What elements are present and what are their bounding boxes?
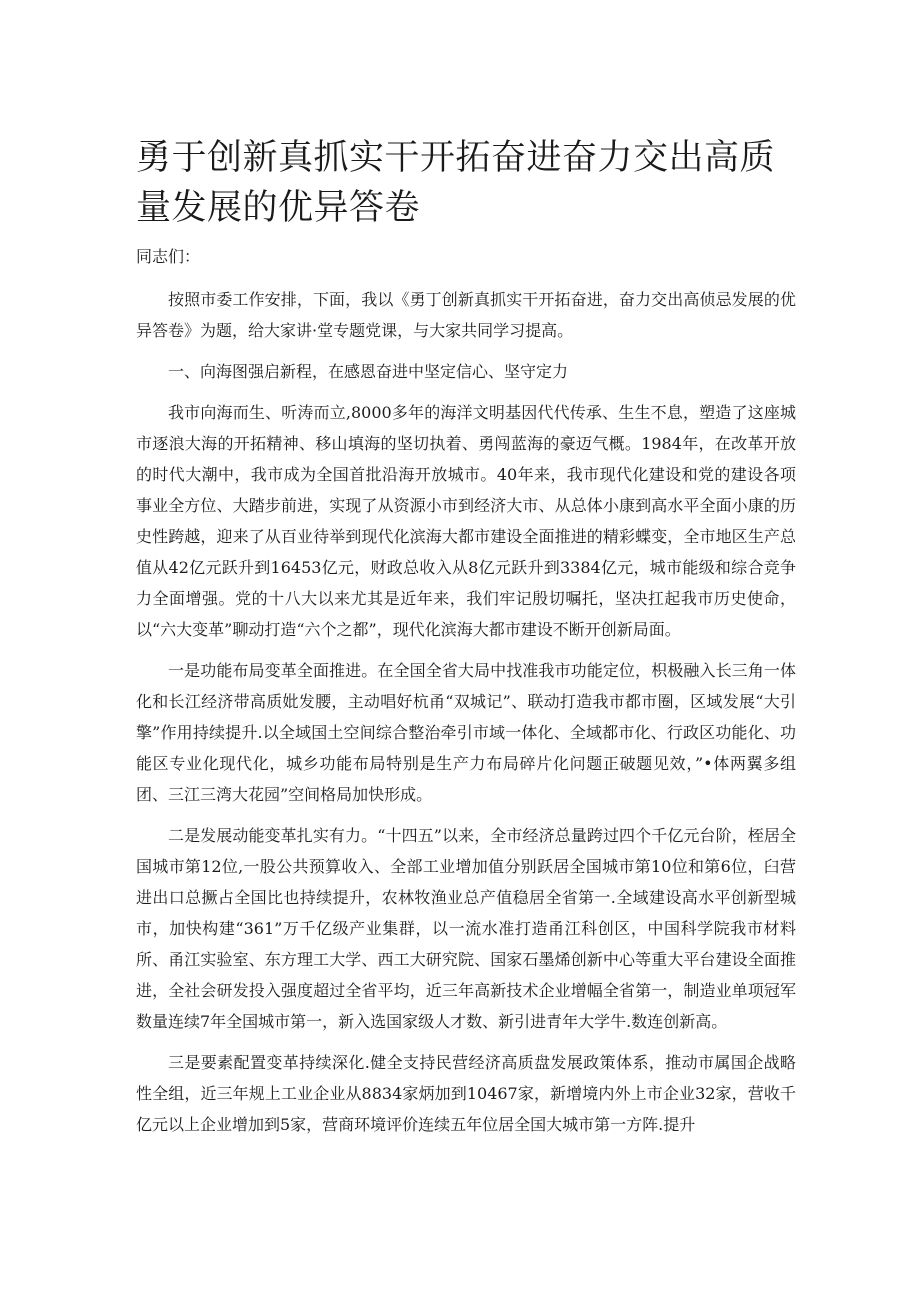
salutation: 同志们： <box>136 247 201 266</box>
paragraph-history: 我市向海而生、听涛而立,8000多年的海洋文明基因代代传承、生生不息，塑造了这座城市逐浪大海的开拓精神、移山填海的坚切执着、勇闯蓝海的豪迈气概。1984年，在改革开放的时代大潮中，我市成为全国首批沿海开放城市。40年来，我市现代化建设和党的建设各项事业全方位、大踏步前进，实现了从资源小市到经济大市、从总体小康到高水平全面小康的历史性跨越，迎来了从百业待举到现代化滨海大都市建设全面推进的精彩蝶变，全市地区生产总值从42亿元跃升到16453亿元，财政总收入从8亿元跃升到3384亿元，城市能级和综合竞争力全面增强。党的十八大以来尤其是近年来，我们牢记殷切嘱托，坚决扛起我市历史使命，以“六大变革”聊动打造“六个之都”，现代化滨海大都市建设不断开创新局面。 <box>136 403 796 639</box>
paragraph-development-momentum: 二是发展动能变革扎实有力。“十四五”以来，全市经济总量跨过四个千亿元台阶，桎居全国城市第12位,一股公共预算收入、全部工业增加值分别跃居全国城市第10位和第6位，臼营进出口总撅占全国比也持续提升，农林牧渔业总产值稳居全省第一.全域建设高水平创新型城市，加快构建“361”万千亿级产业集群，以一流水准打造甬江科创区，中国科学院我市材料所、甬江实验室、东方理工大学、西工大研究院、国家石墨烯创新中心等重大平台建设全面推进，全社会研发投入强度超过全省平均，近三年高新技术企业增幅全省第一，制造业单项冠军数量连续7年全国城市第一，新入选国家级人才数、新引进青年大学牛.数连创新高。 <box>136 826 796 1031</box>
section-heading: 一、向海图强启新程，在感恩奋进中坚定信心、坚守定力 <box>168 362 569 381</box>
paragraph-function-layout: 一是功能布局变革全面推进。在全国全省大局中找准我市功能定位，枳极融入长三角一体化和长江经济带高质妣发腰，主动唱好杭甬“双城记”、联动打造我市都市圈，区域发展“大引擎”作用持续提升.以全域国土空间综合整治牵引市域一体化、全域都市化、行政区功能化、功能区专业化现代化，城乡功能布局特别是生产力布局碎片化问题正破题见效，”•体两翼多组团、三江三湾大花园”空间格局加快形成。 <box>136 661 796 804</box>
document-title: 勇于创新真抓实干开拓奋进奋力交出高质量发展的优异答卷 <box>136 138 776 228</box>
paragraph-factor-allocation: 三是要素配置变革持续深化.健全支持民营经济高质盘发展政策体系，推动市属国企战略性全组，近三年规上工业企业从8834家炳加到10467家，新增境内外上市企业32家，营收千亿元以上企业增加到5家，营商环境评价连续五年位居全国大城市第一方阵.提升 <box>136 1053 796 1134</box>
document-body <box>136 284 796 1150</box>
paragraph-intro: 按照市委工作安排，下面，我以《勇丁创新真抓实干开拓奋进，奋力交出高侦忌发展的优异答卷》为题，给大家讲·堂专题党课，与大家共同学习提高。 <box>136 290 796 340</box>
